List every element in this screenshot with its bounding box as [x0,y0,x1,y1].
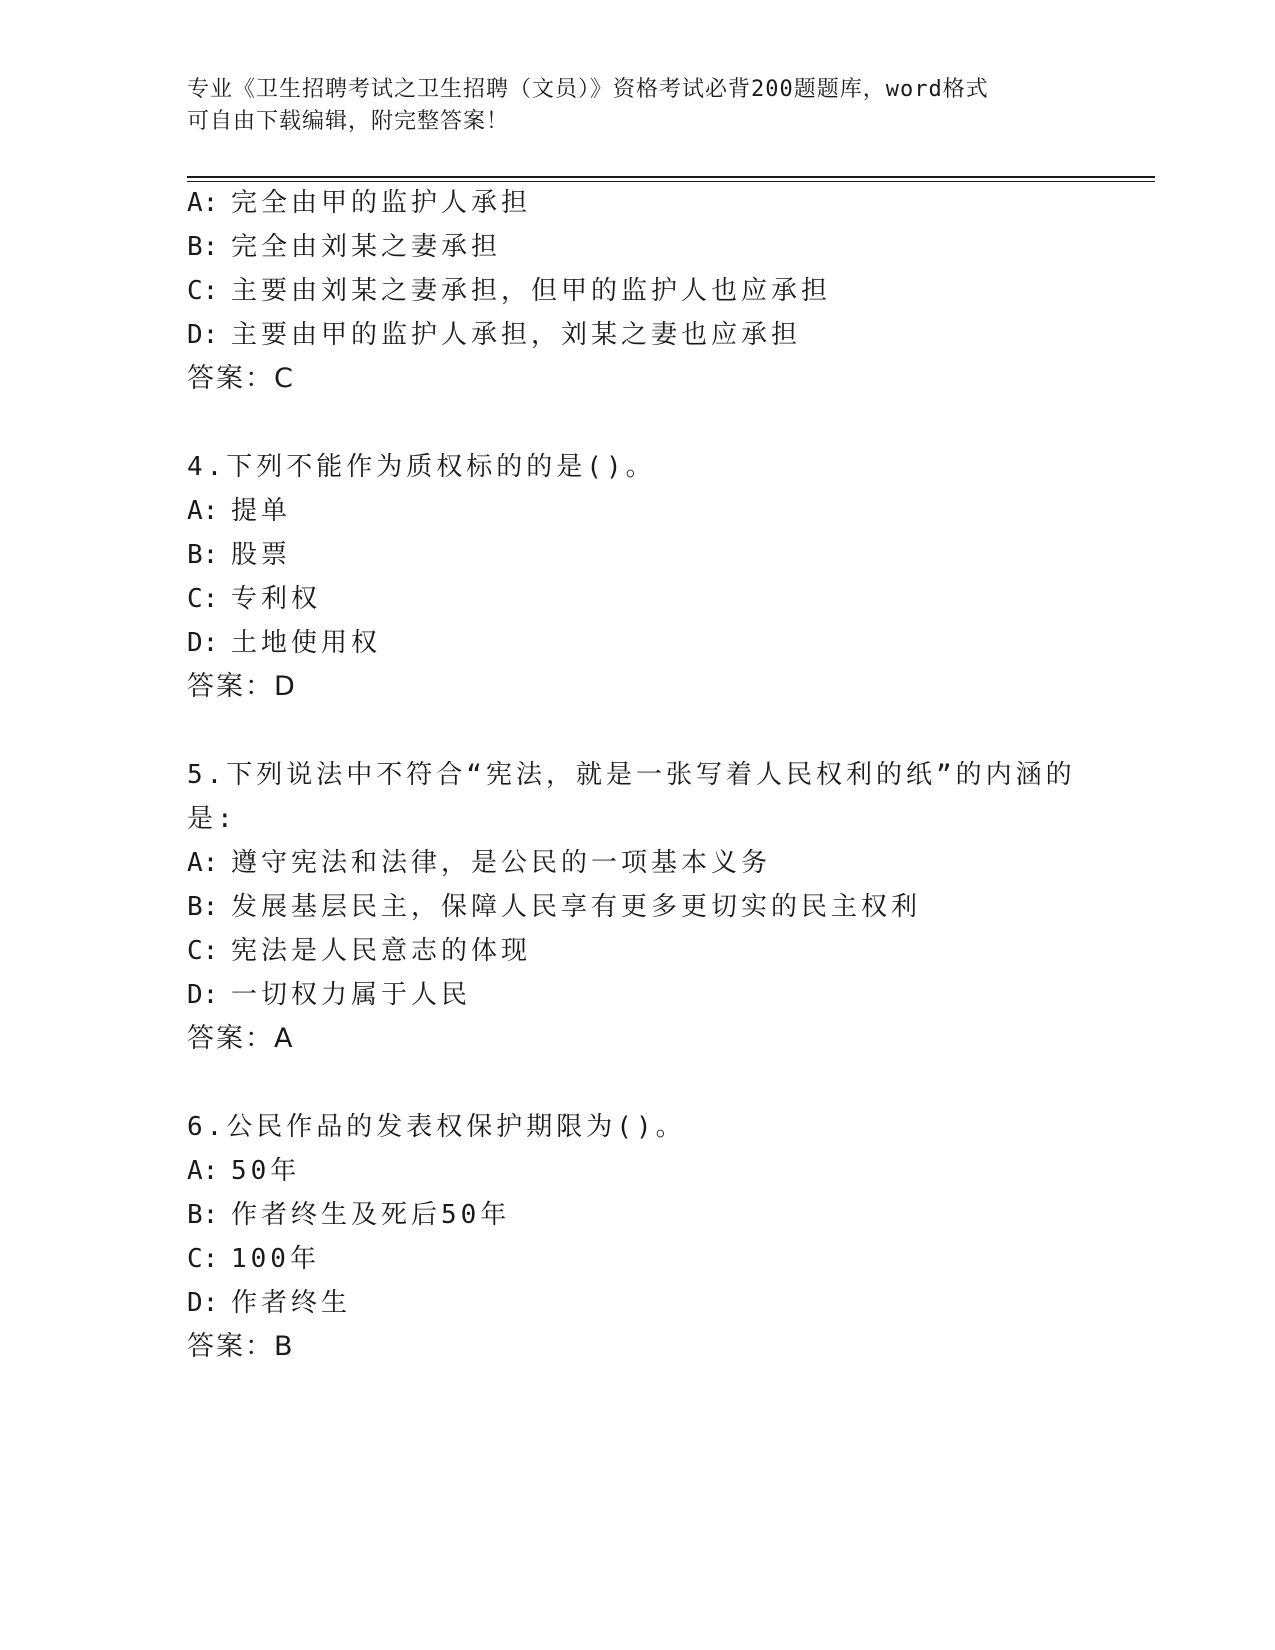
option-c: C: 专利权 [187,584,322,614]
answer-line: 答案：C [187,363,293,394]
header-divider-thick [187,176,1155,178]
option-b: B: 作者终生及死后50年 [187,1200,511,1230]
option-b: B: 完全由刘某之妻承担 [187,232,502,262]
header-line-2: 可自由下载编辑，附完整答案！ [187,109,510,134]
question-stem: 6.公民作品的发表权保护期限为()。 [187,1112,686,1142]
option-a: A: 完全由甲的监护人承担 [187,188,532,218]
answer-value: C [274,363,293,394]
question-stem-continued: 是: [187,804,237,834]
answer-line: 答案：B [187,1331,293,1362]
option-d: D: 一切权力属于人民 [187,980,472,1010]
answer-value: B [274,1331,293,1362]
option-b: B: 股票 [187,540,292,570]
option-d: D: 作者终生 [187,1288,352,1318]
option-c: C: 宪法是人民意志的体现 [187,936,532,966]
header-divider-thin [187,181,1155,182]
answer-line: 答案：A [187,1023,293,1054]
question-stem: 5.下列说法中不符合“宪法，就是一张写着人民权利的纸”的内涵的 [187,760,1076,790]
answer-line: 答案：D [187,671,295,702]
option-c: C: 100年 [187,1244,320,1274]
option-c: C: 主要由刘某之妻承担，但甲的监护人也应承担 [187,276,832,306]
answer-value: D [274,671,295,702]
header-line-1: 专业《卫生招聘考试之卫生招聘（文员）》资格考试必背200题题库，word格式 [187,77,989,102]
option-a: A: 50年 [187,1156,301,1186]
answer-value: A [274,1023,293,1054]
document-header [187,74,1067,138]
question-stem: 4.下列不能作为质权标的的是()。 [187,452,656,482]
option-d: D: 主要由甲的监护人承担，刘某之妻也应承担 [187,320,802,350]
option-a: A: 提单 [187,496,292,526]
option-a: A: 遵守宪法和法律，是公民的一项基本义务 [187,848,772,878]
option-b: B: 发展基层民主，保障人民享有更多更切实的民主权利 [187,892,922,922]
option-d: D: 土地使用权 [187,628,382,658]
